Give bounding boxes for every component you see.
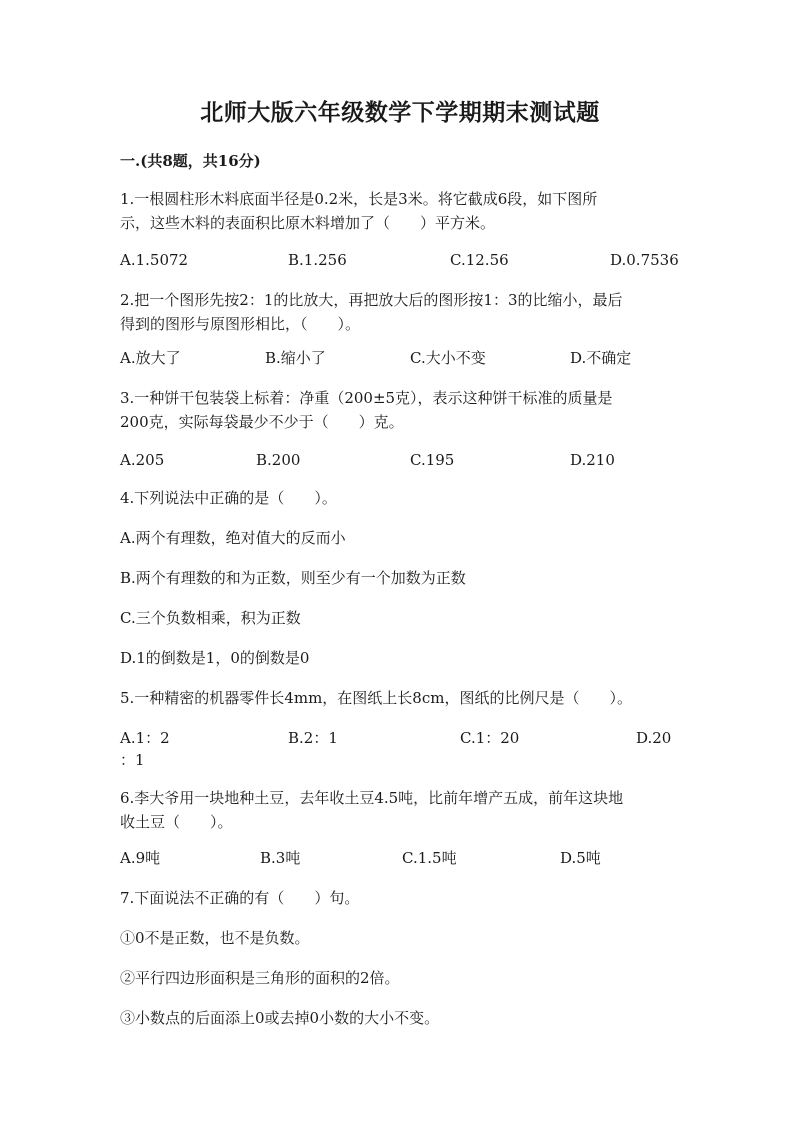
- option-d[interactable]: D.不确定: [570, 349, 632, 367]
- option-c[interactable]: C.12.56: [450, 251, 509, 269]
- question-3: [120, 386, 680, 434]
- question-3-line-1: 3.一种饼干包装袋上标着：净重（200±5克），表示这种饼干标准的质量是: [120, 389, 613, 407]
- option-d[interactable]: D.5吨: [560, 849, 601, 867]
- question-7-statement-1: ①0不是正数，也不是负数。: [120, 929, 310, 947]
- question-3-line-2: 200克，实际每袋最少不少于（ ）克。: [120, 413, 404, 431]
- option-b[interactable]: B.200: [256, 451, 301, 469]
- option-a[interactable]: A.放大了: [120, 349, 181, 367]
- option-b[interactable]: B.缩小了: [265, 349, 326, 367]
- question-1-line-1: 1.一根圆柱形木料底面半径是0.2米，长是3米。将它截成6段，如下图所: [120, 190, 598, 208]
- option-d[interactable]: D.20: [636, 729, 672, 747]
- question-7-line-1: 7.下面说法不正确的有（ ）句。: [120, 889, 360, 907]
- option-d[interactable]: D.0.7536: [610, 251, 679, 269]
- question-4-option-d[interactable]: D.1的倒数是1，0的倒数是0: [120, 649, 310, 667]
- option-c[interactable]: C.大小不变: [410, 349, 486, 367]
- option-d-wrap: ：1: [120, 751, 145, 769]
- question-7-statement-2: ②平行四边形面积是三角形的面积的2倍。: [120, 969, 400, 987]
- option-a[interactable]: A.9吨: [120, 849, 161, 867]
- question-2-line-1: 2.把一个图形先按2：1的比放大，再把放大后的图形按1：3的比缩小，最后: [120, 291, 623, 309]
- question-7: [120, 886, 680, 910]
- question-6-line-2: 收土豆（ ）。: [120, 813, 233, 831]
- question-5: [120, 686, 680, 710]
- page-title: 北师大版六年级数学下学期期末测试题: [200, 99, 600, 126]
- question-4-option-c[interactable]: C.三个负数相乘，积为正数: [120, 609, 301, 627]
- question-5-line-1: 5.一种精密的机器零件长4mm，在图纸上长8cm，图纸的比例尺是（ ）。: [120, 689, 632, 707]
- option-a[interactable]: A.205: [120, 451, 165, 469]
- question-6: [120, 786, 680, 834]
- question-4-line-1: 4.下列说法中正确的是（ ）。: [120, 489, 337, 507]
- option-b[interactable]: B.3吨: [260, 849, 301, 867]
- question-4: [120, 486, 680, 510]
- option-b[interactable]: B.2：1: [288, 729, 338, 747]
- option-d[interactable]: D.210: [570, 451, 615, 469]
- question-1: [120, 187, 680, 235]
- question-5-options: [120, 726, 700, 774]
- question-4-option-a[interactable]: A.两个有理数，绝对值大的反而小: [120, 529, 346, 547]
- question-7-statement-3: ③小数点的后面添上0或去掉0小数的大小不变。: [120, 1009, 440, 1027]
- option-b[interactable]: B.1.256: [288, 251, 347, 269]
- option-c[interactable]: C.1：20: [460, 729, 520, 747]
- question-6-line-1: 6.李大爷用一块地种土豆，去年收土豆4.5吨，比前年增产五成，前年这块地: [120, 789, 624, 807]
- option-c[interactable]: C.195: [410, 451, 455, 469]
- question-1-line-2: 示，这些木料的表面积比原木料增加了（ ）平方米。: [120, 214, 496, 232]
- question-4-option-b[interactable]: B.两个有理数的和为正数，则至少有一个加数为正数: [120, 569, 466, 587]
- question-2: [120, 288, 680, 336]
- option-a[interactable]: A.1.5072: [120, 251, 189, 269]
- question-2-line-2: 得到的图形与原图形相比，（ ）。: [120, 315, 361, 333]
- option-a[interactable]: A.1：2: [120, 729, 170, 747]
- section-heading: 一.(共8题，共16分): [120, 152, 261, 170]
- option-c[interactable]: C.1.5吨: [402, 849, 457, 867]
